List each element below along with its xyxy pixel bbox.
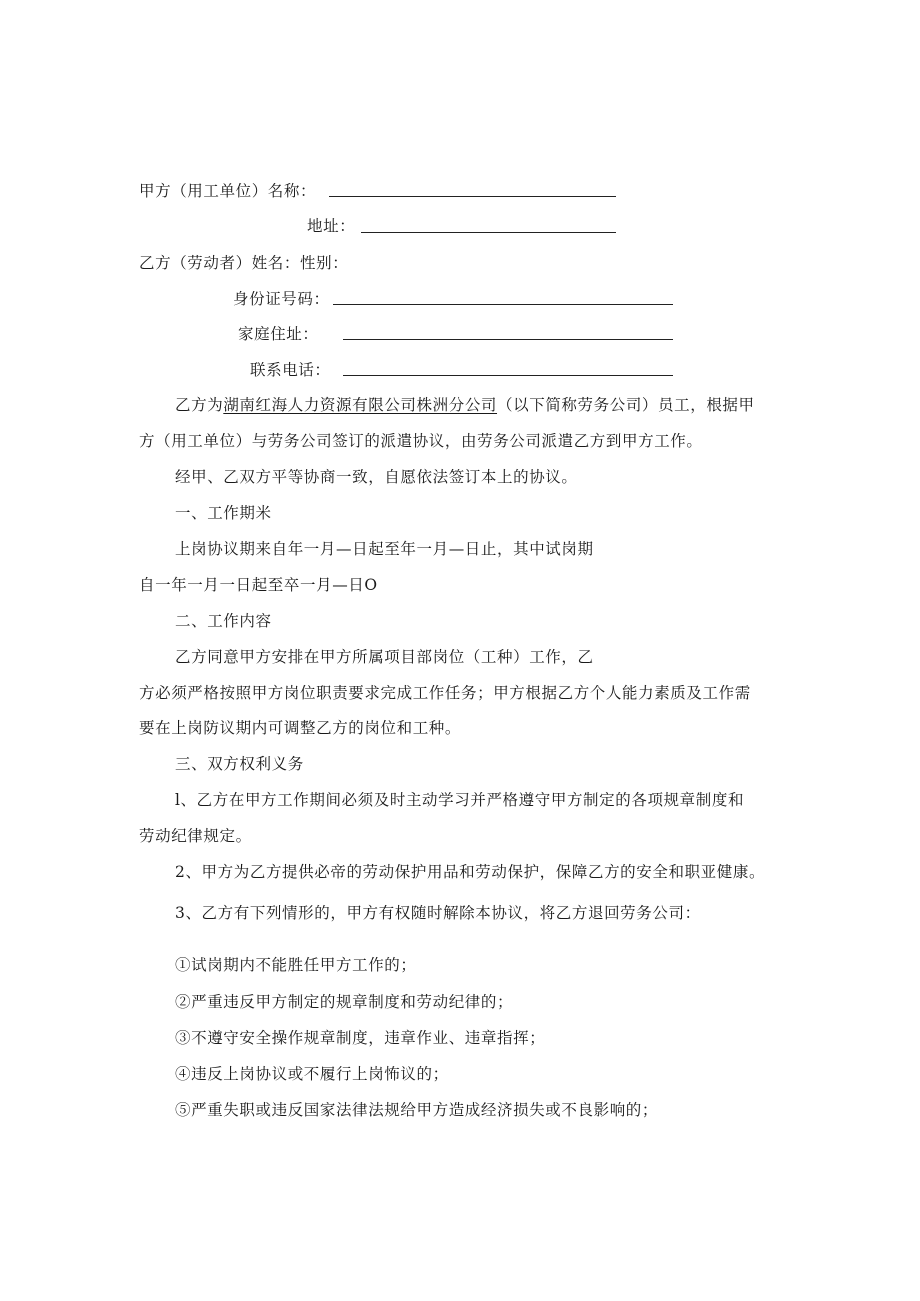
list-item: ③不遵守安全操作规章制度，违章作业、违章指挥； <box>175 1029 546 1047</box>
company-name: 湖南红海人力资源有限公司株洲分公司 <box>223 396 498 414</box>
party-a-address-blank <box>361 232 616 233</box>
intro-paragraph-line1 <box>175 395 755 415</box>
intro-paragraph-2: 经甲、乙双方平等协商一致，自愿依法签订本上的协议。 <box>175 468 578 486</box>
section1-title: 一、工作期米 <box>175 504 272 522</box>
id-number-label: 身份证号码： <box>233 290 330 308</box>
list-item: ①试岗期内不能胜任甲方工作的； <box>175 956 417 974</box>
intro-prefix: 乙方为 <box>175 396 224 414</box>
section3-item3: 3、乙方有下列情形的，甲方有权随时解除本协议，将乙方退回劳务公司： <box>175 904 701 922</box>
section3-item2: 2、甲方为乙方提供必帝的劳动保护用品和劳动保护，保障乙方的安全和职亚健康。 <box>175 863 766 881</box>
id-number-blank <box>333 304 673 305</box>
home-address-blank <box>343 339 673 340</box>
section2-line2: 方必须严格按照甲方岗位职责要求完成工作任务；甲方根据乙方个人能力素质及工作需 <box>139 684 751 702</box>
party-a-name-blank <box>329 196 616 197</box>
list-item: ④违反上岗协议或不履行上岗怖议的； <box>175 1065 449 1083</box>
intro-paragraph-line2: 方（用工单位）与劳务公司签订的派遣协议，由劳务公司派遣乙方到甲方工作。 <box>139 432 703 450</box>
section1-line1: 上岗协议期来自年一月—日起至年一月—日止，其中试岗期 <box>175 540 594 558</box>
section3-item1-line1: l、乙方在甲方工作期间必须及时主动学习并严格遵守甲方制定的各项规章制度和 <box>175 791 745 809</box>
phone-label: 联系电话： <box>250 361 331 379</box>
party-a-address-label: 地址： <box>307 217 356 235</box>
list-item: ⑤严重失职或违反国家法律法规给甲方造成经济损失或不良影响的； <box>175 1101 659 1119</box>
section3-item1-line2: 劳动纪律规定。 <box>139 827 252 845</box>
party-b-label: 乙方（劳动者）姓名：性别： <box>139 254 349 272</box>
home-address-label: 家庭住址： <box>238 325 319 343</box>
intro-suffix: （以下简称劳务公司）员工，根据甲 <box>497 396 755 414</box>
section2-line1: 乙方同意甲方安排在甲方所属项目部岗位（工种）工作，乙 <box>175 648 594 666</box>
section2-line3: 要在上岗防议期内可调整乙方的岗位和工种。 <box>139 719 462 737</box>
phone-blank <box>343 375 673 376</box>
section2-title: 二、工作内容 <box>175 612 272 630</box>
party-a-name-label: 甲方（用工单位）名称： <box>139 182 317 200</box>
section1-line2: 自一年一月一日起至卒一月—日O <box>139 576 378 594</box>
list-item: ②严重违反甲方制定的规章制度和劳动纪律的； <box>175 993 514 1011</box>
section3-title: 三、双方权利义务 <box>175 755 304 773</box>
